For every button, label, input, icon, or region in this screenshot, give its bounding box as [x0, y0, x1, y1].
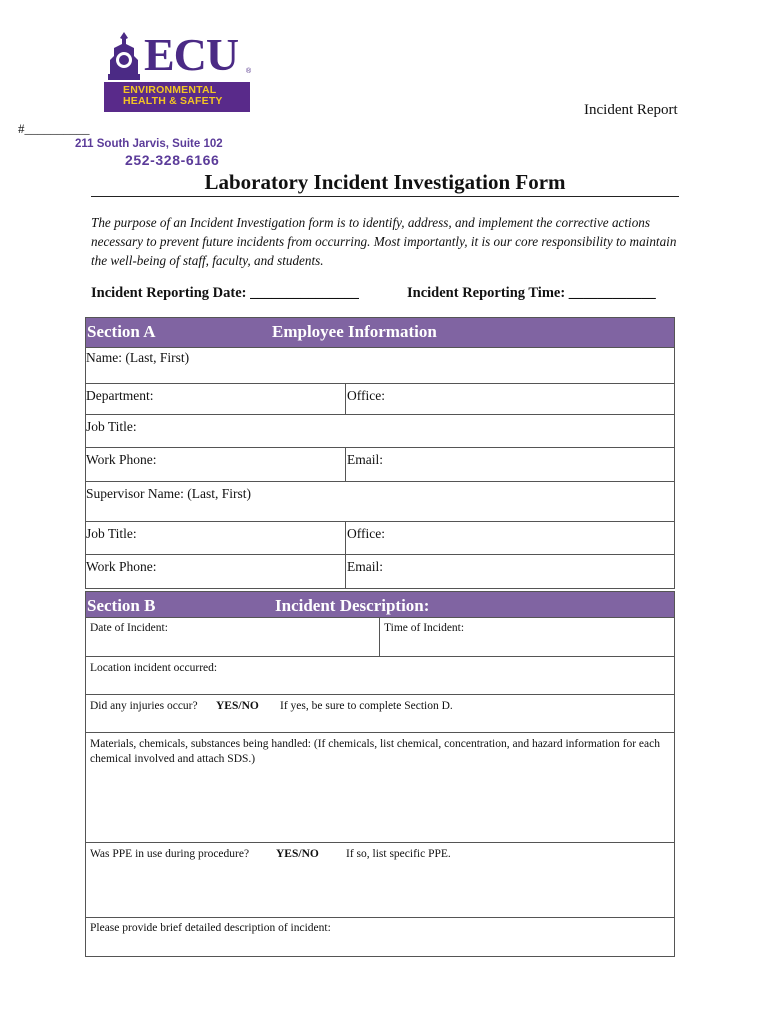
office-label: Office:	[347, 388, 385, 403]
section-a-header	[86, 318, 674, 348]
ppe-note: If so, list specific PPE.	[346, 848, 451, 860]
reporting-time-field[interactable]: Incident Reporting Time: ____________	[407, 285, 656, 301]
employee-name-label: Name: (Last, First)	[86, 350, 190, 365]
department-label: Department:	[86, 388, 154, 403]
job-title-label: Job Title:	[86, 419, 137, 434]
section-a-title: Employee Information	[272, 322, 437, 341]
description-label: Please provide brief detailed description of incident:	[90, 922, 331, 934]
location-label: Location incident occurred:	[90, 662, 218, 674]
supervisor-job-row[interactable]	[86, 522, 674, 555]
supervisor-job-title-label: Job Title:	[86, 526, 137, 541]
incident-report-label: Incident Report	[584, 102, 678, 118]
supervisor-name-row[interactable]	[86, 482, 674, 522]
ppe-yes-no[interactable]: YES/NO	[276, 848, 319, 860]
form-title: Laboratory Incident Investigation Form	[91, 170, 679, 197]
time-of-incident-label: Time of Incident:	[384, 622, 465, 634]
section-b-id: Section B	[87, 596, 156, 615]
injuries-note: If yes, be sure to complete Section D.	[280, 700, 453, 712]
ecu-seal-icon	[104, 30, 144, 82]
section-b-title: Incident Description:	[275, 596, 430, 615]
logo-wordmark: ECU	[144, 29, 239, 80]
section-a-id: Section A	[87, 322, 156, 341]
date-of-incident-label: Date of Incident:	[90, 622, 168, 634]
report-number-field[interactable]: #__________	[18, 121, 90, 136]
work-phone-label: Work Phone:	[86, 452, 157, 467]
section-b-header	[86, 592, 674, 618]
office-phone: 252-328-6166	[125, 152, 220, 168]
logo-line-1: ENVIRONMENTAL	[123, 84, 217, 96]
logo-line-2: HEALTH & SAFETY	[123, 95, 223, 107]
section-a-table	[85, 317, 675, 589]
incident-description-row[interactable]	[86, 918, 674, 958]
employee-name-row[interactable]	[86, 348, 674, 384]
purpose-paragraph: The purpose of an Incident Investigation form is to identify, address, and implement the corrective actions necessary to prevent future incidents from occurring. Most importantly, it is our core responsibility to maintain the well-being of staff, faculty, and students.	[91, 215, 677, 268]
section-b-table	[85, 591, 675, 957]
incident-location-row[interactable]	[86, 657, 674, 695]
reporting-date-field[interactable]: Incident Reporting Date: _______________	[91, 285, 359, 301]
ecu-ehs-logo: ECU ® ENVIRONMENTAL HEALTH & SAFETY	[104, 30, 252, 112]
injuries-label: Did any injuries occur?	[90, 700, 198, 712]
supervisor-work-phone-label: Work Phone:	[86, 559, 157, 574]
email-label: Email:	[347, 452, 383, 467]
materials-row[interactable]	[86, 733, 674, 843]
ppe-label: Was PPE in use during procedure?	[90, 848, 250, 860]
ppe-row[interactable]	[86, 843, 674, 918]
logo-band	[104, 82, 250, 112]
supervisor-contact-row[interactable]	[86, 555, 674, 588]
injuries-yes-no[interactable]: YES/NO	[216, 700, 259, 712]
employee-department-row[interactable]	[86, 384, 674, 415]
supervisor-office-label: Office:	[347, 526, 385, 541]
supervisor-email-label: Email:	[347, 559, 383, 574]
supervisor-name-label: Supervisor Name: (Last, First)	[86, 486, 251, 501]
employee-contact-row[interactable]	[86, 448, 674, 482]
incident-date-row[interactable]	[86, 618, 674, 657]
materials-label: Materials, chemicals, substances being handled: (If chemicals, list chemical, concentration, and hazard information for each chemical involved and attach SDS.)	[90, 738, 660, 765]
office-address: 211 South Jarvis, Suite 102	[75, 138, 223, 150]
injuries-row[interactable]	[86, 695, 674, 733]
employee-job-title-row[interactable]	[86, 415, 674, 448]
